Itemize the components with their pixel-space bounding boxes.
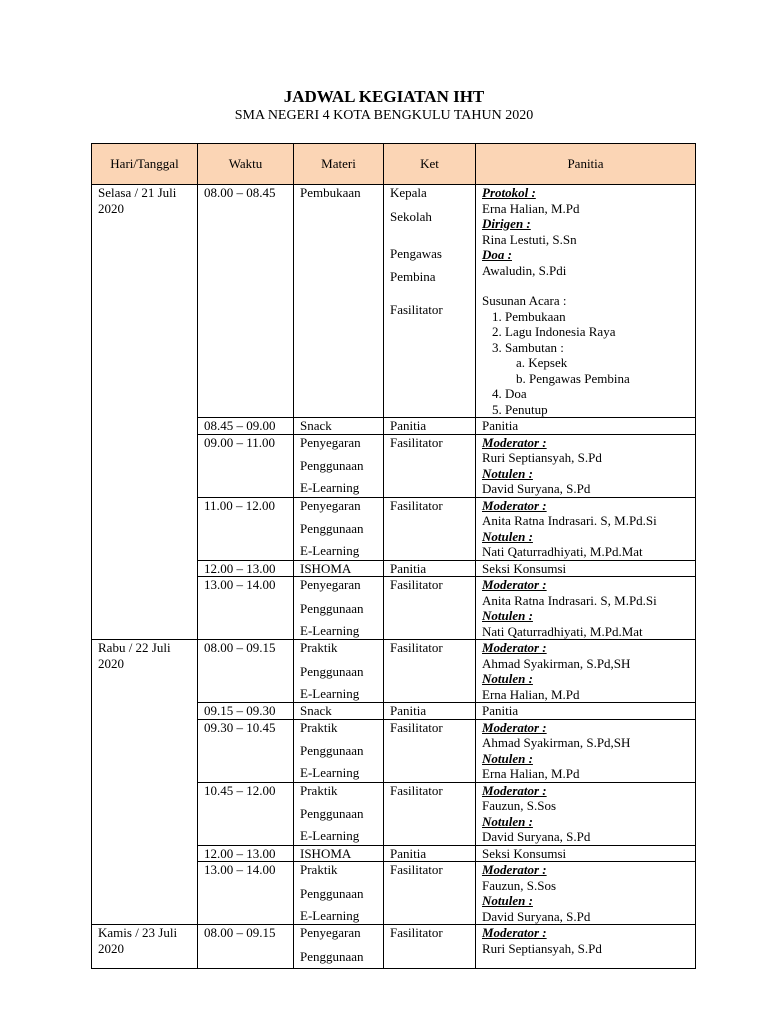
material-line: Praktik	[300, 782, 338, 798]
note-cell: Panitia	[384, 560, 476, 577]
note-line: Fasilitator	[390, 301, 443, 317]
moderator-name: Anita Ratna Indrasari. S, M.Pd.Si	[482, 513, 657, 528]
column-header-committee: Panitia	[476, 144, 696, 185]
column-header-material: Materi	[294, 144, 384, 185]
list-item: 3. Sambutan :	[492, 339, 564, 355]
material-line: Penyegaran	[300, 925, 361, 940]
committee-cell: Panitia	[476, 418, 696, 435]
table-row	[92, 719, 696, 782]
moderator-name: Ahmad Syakirman, S.Pd,SH	[482, 735, 631, 750]
material-cell: ISHOMA	[294, 845, 384, 862]
committee-cell	[476, 577, 696, 640]
table-row	[92, 418, 696, 435]
day-cell: Kamis / 23 Juli 2020	[92, 925, 198, 969]
notulen-label: Notulen :	[482, 528, 533, 544]
material-line: E-Learning	[300, 480, 360, 495]
note-line: Pengawas	[390, 245, 442, 261]
material-line: Praktik	[300, 719, 338, 735]
time-cell: 09.30 – 10.45	[198, 719, 294, 782]
material-cell	[294, 925, 384, 969]
moderator-name: Ruri Septiansyah, S.Pd	[482, 940, 602, 956]
column-header-note: Ket	[384, 144, 476, 185]
document-title: JADWAL KEGIATAN IHT	[283, 87, 485, 106]
material-line: Penggunaan	[300, 806, 364, 821]
material-line: Penyegaran	[300, 497, 361, 513]
notulen-name: Erna Halian, M.Pd	[482, 686, 580, 702]
material-cell	[294, 640, 384, 703]
table-row	[92, 925, 696, 969]
note-cell: Fasilitator	[384, 782, 476, 845]
time-cell: 09.15 – 09.30	[198, 703, 294, 720]
note-cell: Fasilitator	[384, 497, 476, 560]
notulen-label: Notulen :	[482, 465, 533, 481]
note-cell	[384, 185, 476, 418]
table-row	[92, 185, 696, 418]
moderator-label: Moderator :	[482, 862, 547, 877]
material-line: Penggunaan	[300, 743, 364, 758]
list-item: 4. Doa	[492, 386, 527, 401]
table-row	[92, 497, 696, 560]
note-cell: Fasilitator	[384, 925, 476, 969]
schedule-table	[91, 143, 696, 969]
note-cell: Fasilitator	[384, 640, 476, 703]
agenda-list	[482, 309, 695, 418]
doa-label: Doa :	[482, 247, 512, 262]
dirigen-label: Dirigen :	[482, 216, 531, 231]
note-line: Kepala	[390, 185, 427, 200]
notulen-label: Notulen :	[482, 893, 533, 908]
material-cell: Snack	[294, 703, 384, 720]
note-cell: Panitia	[384, 703, 476, 720]
note-cell: Fasilitator	[384, 577, 476, 640]
notulen-name: David Suryana, S.Pd	[482, 829, 591, 844]
material-cell	[294, 434, 384, 497]
protokol-label: Protokol :	[482, 185, 536, 200]
time-cell: 09.00 – 11.00	[198, 434, 294, 497]
committee-cell	[476, 862, 696, 925]
material-line: Penggunaan	[300, 885, 364, 901]
protokol-name: Erna Halian, M.Pd	[482, 200, 580, 216]
time-cell: 08.45 – 09.00	[198, 418, 294, 435]
note-cell: Panitia	[384, 845, 476, 862]
committee-cell	[476, 782, 696, 845]
notulen-label: Notulen :	[482, 671, 533, 686]
list-item: 2. Lagu Indonesia Raya	[492, 324, 616, 339]
moderator-name: Anita Ratna Indrasari. S, M.Pd.Si	[482, 592, 657, 608]
committee-cell: Seksi Konsumsi	[476, 845, 696, 862]
material-line: Penggunaan	[300, 521, 364, 536]
table-row	[92, 845, 696, 862]
committee-cell: Panitia	[476, 703, 696, 720]
list-item: 1. Pembukaan	[492, 308, 566, 324]
material-line: Penyegaran	[300, 434, 361, 450]
table-row	[92, 782, 696, 845]
material-line: Praktik	[300, 862, 338, 877]
committee-cell	[476, 185, 696, 418]
moderator-name: Fauzun, S.Sos	[482, 877, 557, 893]
note-line: Sekolah	[390, 208, 432, 224]
committee-cell	[476, 640, 696, 703]
day-cell: Selasa / 21 Juli 2020	[92, 185, 198, 418]
moderator-label: Moderator :	[482, 782, 547, 798]
committee-cell	[476, 719, 696, 782]
note-cell: Fasilitator	[384, 719, 476, 782]
material-cell	[294, 862, 384, 925]
material-cell: Snack	[294, 418, 384, 435]
material-line: E-Learning	[300, 828, 360, 843]
material-line: Penggunaan	[300, 663, 364, 679]
day-cell: Rabu / 22 Juli 2020	[92, 640, 198, 703]
column-header-time: Waktu	[198, 144, 294, 185]
committee-cell	[476, 497, 696, 560]
material-line: Penggunaan	[300, 948, 364, 964]
agenda-label: Susunan Acara :	[482, 293, 567, 308]
moderator-label: Moderator :	[482, 925, 547, 940]
time-cell: 13.00 – 14.00	[198, 862, 294, 925]
moderator-label: Moderator :	[482, 434, 547, 450]
committee-cell: Seksi Konsumsi	[476, 560, 696, 577]
notulen-name: David Suryana, S.Pd	[482, 908, 591, 924]
note-cell: Fasilitator	[384, 862, 476, 925]
time-cell: 08.00 – 09.15	[198, 640, 294, 703]
material-cell	[294, 719, 384, 782]
table-row	[92, 560, 696, 577]
material-line: E-Learning	[300, 543, 360, 558]
material-cell: ISHOMA	[294, 560, 384, 577]
moderator-label: Moderator :	[482, 719, 547, 735]
moderator-name: Ahmad Syakirman, S.Pd,SH	[482, 655, 631, 671]
column-header-day: Hari/Tanggal	[92, 144, 198, 185]
note-cell: Fasilitator	[384, 434, 476, 497]
table-header-row	[92, 144, 696, 185]
list-item: b. Pengawas Pembina	[516, 370, 630, 386]
material-cell	[294, 782, 384, 845]
material-line: E-Learning	[300, 622, 360, 638]
list-item: 5. Penutup	[492, 401, 548, 417]
material-cell: Pembukaan	[294, 185, 384, 418]
material-line: Penggunaan	[300, 600, 364, 616]
table-row	[92, 703, 696, 720]
material-cell	[294, 577, 384, 640]
time-cell: 12.00 – 13.00	[198, 560, 294, 577]
table-row	[92, 434, 696, 497]
material-cell	[294, 497, 384, 560]
moderator-name: Fauzun, S.Sos	[482, 798, 557, 813]
table-row	[92, 862, 696, 925]
time-cell: 10.45 – 12.00	[198, 782, 294, 845]
doa-name: Awaludin, S.Pdi	[482, 262, 567, 278]
time-cell: 11.00 – 12.00	[198, 497, 294, 560]
note-line: Pembina	[390, 268, 436, 284]
notulen-label: Notulen :	[482, 813, 533, 829]
material-line: E-Learning	[300, 765, 360, 780]
material-line: E-Learning	[300, 907, 360, 923]
material-line: Penggunaan	[300, 458, 364, 473]
material-line: E-Learning	[300, 685, 360, 701]
notulen-name: Nati Qaturradhiyati, M.Pd.Mat	[482, 544, 643, 559]
notulen-name: Erna Halian, M.Pd	[482, 766, 580, 781]
moderator-name: Ruri Septiansyah, S.Pd	[482, 450, 602, 465]
time-cell: 12.00 – 13.00	[198, 845, 294, 862]
moderator-label: Moderator :	[482, 640, 547, 655]
time-cell: 08.00 – 09.15	[198, 925, 294, 969]
notulen-label: Notulen :	[482, 608, 533, 623]
list-item: a. Kepsek	[516, 355, 568, 370]
dirigen-name: Rina Lestuti, S.Sn	[482, 231, 577, 247]
committee-cell	[476, 434, 696, 497]
notulen-name: Nati Qaturradhiyati, M.Pd.Mat	[482, 623, 643, 639]
notulen-label: Notulen :	[482, 750, 533, 766]
material-line: Praktik	[300, 640, 338, 655]
document-subtitle: SMA NEGERI 4 KOTA BENGKULU TAHUN 2020	[234, 108, 534, 123]
moderator-label: Moderator :	[482, 497, 547, 513]
moderator-label: Moderator :	[482, 577, 547, 592]
time-cell: 13.00 – 14.00	[198, 577, 294, 640]
time-cell: 08.00 – 08.45	[198, 185, 294, 418]
table-row	[92, 640, 696, 703]
table-row	[92, 577, 696, 640]
notulen-name: David Suryana, S.Pd	[482, 481, 591, 496]
committee-cell	[476, 925, 696, 969]
note-cell: Panitia	[384, 418, 476, 435]
material-line: Penyegaran	[300, 577, 361, 592]
